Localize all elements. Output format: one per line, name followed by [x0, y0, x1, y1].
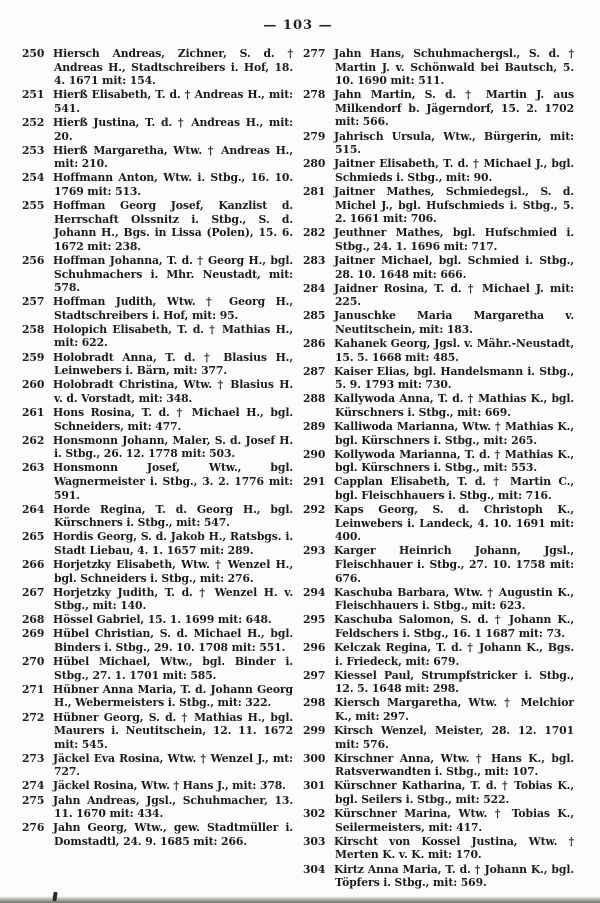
entry-number: 257 — [22, 295, 45, 309]
entry-text: Kiersch Margaretha, Wtw. † Melchior K., mit: 297. — [334, 696, 574, 723]
entry-number: 300 — [303, 751, 326, 765]
register-entry — [303, 696, 574, 723]
entry-number: 256 — [22, 253, 45, 267]
entry-text: Kahanek Georg, Jgsl. v. Mähr.-Neustadt, 15. 5. 1668 mit: 485. — [334, 336, 574, 364]
page-number: — 103 — — [263, 18, 333, 33]
entry-text: Hons Rosina, T. d. † Michael H., bgl. Schneiders, mit: 477. — [53, 405, 293, 433]
entry-number: 299 — [303, 724, 326, 738]
register-entry — [303, 226, 574, 253]
register-entry — [22, 711, 293, 752]
entry-number: 269 — [22, 627, 45, 641]
entry-number: 286 — [303, 336, 326, 350]
register-entry — [303, 586, 574, 613]
register-entry — [303, 88, 574, 129]
entry-text: Hierß Elisabeth, T. d. † Andreas H., mit: 541. — [53, 88, 293, 115]
entry-number: 294 — [303, 585, 326, 599]
register-entry — [22, 683, 293, 710]
entry-text: Jahn Andreas, Jgsl., Schuhmacher, 13. 11. 1670 mit: 434. — [53, 793, 293, 821]
entry-text: Hierß Justina, T. d. † Andreas H., mit: 20. — [53, 115, 293, 143]
scan-edge-artifact — [0, 896, 600, 903]
entry-text: Kalliwoda Marianna, Wtw. † Mathias K., bgl. Kürschners i. Stbg., mit: 265. — [334, 420, 574, 447]
entry-text: Honsmonn Josef, Wtw., bgl. Wagnermeister i. Stbg., 3. 2. 1776 mit: 591. — [53, 461, 293, 502]
entry-text: Hössel Gabriel, 15. 1. 1699 mit: 648. — [53, 613, 272, 627]
entry-text: Kirschner Anna, Wtw. † Hans K., bgl. Ratsverwandten i. Stbg., mit: 107. — [334, 751, 574, 779]
entry-text: Kürschner Katharina, T. d. † Tobias K., bgl. Seilers i. Stbg., mit: 522. — [334, 779, 574, 807]
entry-text: Kaps Georg, S. d. Christoph K., Leinwebers i. Landeck, 4. 10. 1691 mit: 400. — [334, 503, 574, 544]
register-entry — [303, 503, 574, 544]
entry-text: Holopich Elisabeth, T. d. † Mathias H., mit: 622. — [53, 322, 293, 350]
entry-text: Jaitner Mathes, Schmiedegsl., S. d. Michel J., bgl. Hufschmieds i. Stbg., 5. 2. 1661 mit: 706. — [334, 184, 574, 226]
register-entry — [303, 752, 574, 779]
register-entry — [303, 420, 574, 447]
register-entry — [22, 323, 293, 350]
entry-number: 252 — [22, 115, 45, 129]
entry-text: Jahn Georg, Wtw., gew. Stadtmüller i. Domstadtl, 24. 9. 1685 mit: 266. — [53, 821, 293, 848]
entry-text: Jahrisch Ursula, Wtw., Bürgerin, mit: 515. — [334, 129, 574, 157]
entry-text: Hoffmann Anton, Wtw. i. Stbg., 16. 10. 1769 mit: 513. — [53, 171, 293, 198]
left-column — [22, 47, 293, 890]
entry-number: 253 — [22, 143, 45, 157]
entry-number: 268 — [22, 613, 45, 627]
entry-number: 298 — [303, 696, 326, 710]
entry-text: Kirscht von Kossel Justina, Wtw. † Merten K. v. K. mit: 170. — [334, 834, 574, 862]
entry-text: Honsmonn Johann, Maler, S. d. Josef H. i. Stbg., 26. 12. 1778 mit: 503. — [53, 433, 293, 461]
entry-number: 295 — [303, 613, 326, 627]
entry-text: Jaidner Rosina, T. d. † Michael J. mit: 225. — [334, 281, 574, 309]
register-entry — [303, 185, 574, 226]
entry-text: Kelczak Regina, T. d. † Johann K., Bgs. i. Friedeck, mit: 679. — [334, 641, 574, 668]
register-entry — [303, 47, 574, 88]
entry-number: 288 — [303, 392, 326, 406]
entry-number: 263 — [22, 461, 45, 475]
entry-number: 281 — [303, 184, 326, 198]
entry-number: 302 — [303, 807, 326, 821]
register-entry — [22, 794, 293, 821]
entry-text: Capplan Elisabeth, T. d. † Martin C., bgl. Fleischhauers i. Stbg., mit: 716. — [334, 475, 574, 502]
entry-text: Holobradt Anna, T. d. † Blasius H., Leinwebers i. Bärn, mit: 377. — [53, 350, 293, 378]
register-entry — [303, 835, 574, 862]
entry-text: Jahn Martin, S. d. † Martin J. aus Milkendorf b. Jägerndorf, 15. 2. 1702 mit: 566. — [334, 88, 574, 129]
entry-number: 289 — [303, 420, 326, 434]
entry-number: 272 — [22, 710, 45, 724]
register-entry — [303, 157, 574, 184]
entry-number: 280 — [303, 157, 326, 171]
register-entry — [303, 130, 574, 157]
register-entry — [22, 821, 293, 848]
entry-text: Karger Heinrich Johann, Jgsl., Fleischhauer i. Stbg., 27. 10. 1758 mit: 676. — [334, 544, 574, 585]
register-entry — [22, 558, 293, 585]
register-entry — [22, 752, 293, 779]
entry-number: 273 — [22, 751, 45, 765]
entry-text: Hoffman Johanna, T. d. † Georg H., bgl. Schuhmachers i. Mhr. Neustadt, mit: 578. — [53, 253, 293, 295]
register-entry — [303, 475, 574, 502]
register-entry — [22, 586, 293, 613]
entry-text: Hiersch Andreas, Zichner, S. d. † Andreas H., Stadtschreibers i. Hof, 18. 4. 1671 mit: 154. — [53, 47, 293, 88]
entry-text: Jeuthner Mathes, bgl. Hufschmied i. Stbg., 24. 1. 1696 mit: 717. — [334, 226, 574, 253]
register-entry — [22, 144, 293, 171]
register-entry — [22, 254, 293, 295]
entry-number: 277 — [303, 47, 326, 60]
entry-text: Holobradt Christina, Wtw. † Blasius H. v. d. Vorstadt, mit: 348. — [53, 378, 293, 405]
register-entry — [22, 434, 293, 461]
entry-text: Kirsch Wenzel, Meister, 28. 12. 1701 mit: 576. — [334, 724, 574, 751]
entry-number: 271 — [22, 682, 45, 696]
entry-text: Kürschner Marina, Wtw. † Tobias K., Seilermeisters, mit: 417. — [334, 807, 574, 834]
entry-number: 292 — [303, 503, 326, 517]
entry-number: 279 — [303, 129, 326, 143]
register-entry — [22, 627, 293, 654]
register-entry — [22, 116, 293, 143]
register-entry — [303, 669, 574, 696]
entry-number: 270 — [22, 655, 45, 669]
register-entry — [303, 613, 574, 640]
entry-text: Horjetzky Judith, T. d. † Wenzel H. v. Stbg., mit: 140. — [53, 585, 293, 613]
entry-text: Kallywoda Anna, T. d. † Mathias K., bgl. Kürschners i. Stbg., mit: 669. — [334, 392, 574, 419]
register-entry — [22, 351, 293, 378]
register-entry — [22, 655, 293, 682]
entry-text: Jäckel Eva Rosina, Wtw. † Wenzel J., mt: 727. — [53, 751, 293, 779]
right-column — [303, 47, 574, 890]
register-entry — [22, 199, 293, 253]
entry-number: 278 — [303, 88, 326, 102]
entry-number: 284 — [303, 281, 326, 295]
register-entry — [303, 863, 574, 890]
entry-text: Kiessel Paul, Strumpfstricker i. Stbg., 12. 5. 1648 mit: 298. — [334, 668, 574, 696]
entry-number: 303 — [303, 834, 326, 848]
entry-text: Horde Regina, T. d. Georg H., bgl. Kürschners i. Stbg., mit: 547. — [53, 502, 293, 530]
entry-number: 282 — [303, 226, 326, 240]
entry-number: 291 — [303, 475, 326, 489]
entry-number: 287 — [303, 364, 326, 378]
entry-number: 301 — [303, 779, 326, 793]
register-entry — [22, 406, 293, 433]
entry-number: 296 — [303, 641, 326, 655]
entry-text: Hoffman Georg Josef, Kanzlist d. Herrschaft Olssnitz i. Stbg., S. d. Johann H., Bgs. in Lissa (Polen), 15. 6. 1672 mit: 238. — [53, 199, 293, 253]
entry-number: 265 — [22, 530, 45, 544]
entry-number: 251 — [22, 88, 45, 102]
entry-text: Hübel Michael, Wtw., bgl. Binder i. Stbg., 27. 1. 1701 mit: 585. — [53, 655, 293, 682]
entry-number: 290 — [303, 447, 326, 461]
entry-text: Kollywoda Marianna, T. d. † Mathias K., bgl. Kürschners i. Stbg., mit: 553. — [334, 447, 574, 475]
entry-number: 261 — [22, 405, 45, 419]
register-entry — [303, 392, 574, 419]
entry-text: Hoffman Judith, Wtw. † Georg H., Stadtschreibers i. Hof, mit: 95. — [53, 295, 293, 322]
entry-text: Horjetzky Elisabeth, Wtw. † Wenzel H., bgl. Schneiders i. Stbg., mit: 276. — [53, 557, 293, 585]
entry-text: Hierß Margaretha, Wtw. † Andreas H., mit: 210. — [53, 143, 293, 171]
entry-text: Jahn Hans, Schuhmachergsl., S. d. † Martin J. v. Schönwald bei Bautsch, 5. 10. 1690 mit: 511. — [334, 47, 574, 88]
register-entry — [22, 779, 293, 793]
register-entry — [303, 282, 574, 309]
entry-number: 262 — [22, 433, 45, 447]
entry-number: 266 — [22, 557, 45, 571]
entry-text: Hübel Christian, S. d. Michael H., bgl. Binders i. Stbg., 29. 10. 1708 mit: 551. — [53, 627, 293, 655]
entry-number: 293 — [303, 544, 326, 558]
entry-number: 267 — [22, 585, 45, 599]
entry-number: 258 — [22, 322, 45, 336]
entry-number: 260 — [22, 378, 45, 392]
entry-number: 283 — [303, 253, 326, 267]
entry-text: Kirtz Anna Maria, T. d. † Johann K., bgl. Töpfers i. Stbg., mit: 569. — [334, 862, 574, 890]
entry-number: 255 — [22, 199, 45, 213]
register-entry — [303, 365, 574, 392]
entry-text: Kaschuba Salomon, S. d. † Johann K., Feldschers i. Stbg., 16. 1 1687 mit: 73. — [334, 613, 574, 640]
entry-number: 250 — [22, 47, 45, 60]
register-entry — [22, 378, 293, 405]
register-entry — [303, 337, 574, 364]
register-entry — [22, 461, 293, 502]
register-entry — [303, 448, 574, 475]
entry-number: 276 — [22, 821, 45, 835]
entry-text: Kaschuba Barbara, Wtw. † Augustin K., Fleischhauers i. Stbg., mit: 623. — [334, 585, 574, 613]
entry-number: 304 — [303, 862, 326, 876]
entry-number: 259 — [22, 350, 45, 364]
register-entry — [303, 309, 574, 336]
entry-text: Hübner Georg, S. d. † Mathias H., bgl. Maurers i. Neutitschein, 12. 11. 1672 mit: 545. — [53, 710, 293, 751]
register-entry — [22, 295, 293, 322]
entry-text: Jaitner Michael, bgl. Schmied i. Stbg., 28. 10. 1648 mit: 666. — [334, 253, 574, 281]
register-entry — [303, 779, 574, 806]
register-entry — [22, 613, 293, 627]
register-entry — [303, 544, 574, 585]
entry-number: 275 — [22, 793, 45, 807]
entry-number: 285 — [303, 309, 326, 323]
entry-text: Januschke Maria Margaretha v. Neutitschein, mit: 183. — [334, 309, 574, 336]
entry-number: 274 — [22, 779, 45, 793]
entry-text: Kaiser Elias, bgl. Handelsmann i. Stbg., 5. 9. 1793 mit: 730. — [334, 364, 574, 392]
register-entry — [22, 503, 293, 530]
register-entry — [22, 88, 293, 115]
register-entry — [22, 530, 293, 557]
entry-text: Hübner Anna Maria, T. d. Johann Georg H., Webermeisters i. Stbg., mit: 322. — [53, 682, 293, 710]
entry-text: Hordis Georg, S. d. Jakob H., Ratsbgs. i. Stadt Liebau, 4. 1. 1657 mit: 289. — [53, 530, 293, 557]
entry-number: 297 — [303, 668, 326, 682]
entry-text: Jaitner Elisabeth, T. d. † Michael J., bgl. Schmieds i. Stbg., mit: 90. — [334, 157, 574, 184]
register-entry — [22, 47, 293, 88]
register-entry — [303, 254, 574, 281]
entry-text: Jäckel Rosina, Wtw. † Hans J., mit: 378. — [53, 779, 286, 793]
entry-number: 264 — [22, 502, 45, 516]
two-column-text-block — [22, 47, 574, 890]
register-entry — [303, 807, 574, 834]
entry-number: 254 — [22, 171, 45, 185]
register-entry — [303, 724, 574, 751]
register-entry — [303, 641, 574, 668]
register-entry — [22, 171, 293, 198]
